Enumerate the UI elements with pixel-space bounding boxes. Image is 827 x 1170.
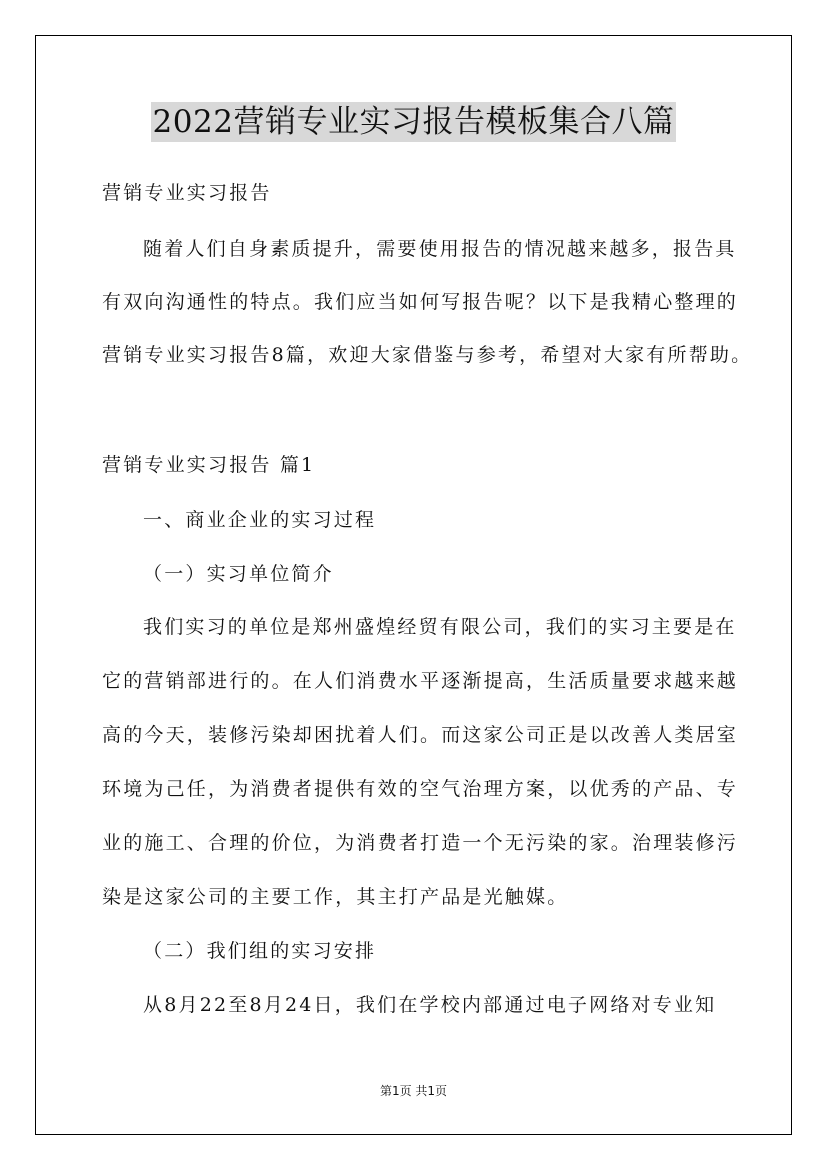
paragraph-1-line-5: 业的施工、合理的价位，为消费者打造一个无污染的家。治理装修污 <box>102 832 739 854</box>
paragraph-1-line-4: 环境为己任，为消费者提供有效的空气治理方案，以优秀的产品、专 <box>102 778 739 800</box>
sub-heading-1: （一）实习单位简介 <box>143 563 334 585</box>
paragraph-1-line-2: 它的营销部进行的。在人们消费水平逐渐提高，生活质量要求越来越 <box>102 670 739 692</box>
paragraph-2-line-1: 从8月22至8月24日，我们在学校内部通过电子网络对专业知 <box>143 994 717 1016</box>
paragraph-1-line-3: 高的今天，装修污染却困扰着人们。而这家公司正是以改善人类居室 <box>102 724 739 746</box>
part-heading: 一、商业企业的实习过程 <box>143 509 377 531</box>
subtitle: 营销专业实习报告 <box>102 182 272 204</box>
sub-heading-2: （二）我们组的实习安排 <box>143 940 377 962</box>
paragraph-1-line-6: 染是这家公司的主要工作，其主打产品是光触媒。 <box>102 886 569 908</box>
intro-line-3: 营销专业实习报告8篇，欢迎大家借鉴与参考，希望对大家有所帮助。 <box>102 344 753 366</box>
document-title <box>0 100 827 144</box>
section-heading: 营销专业实习报告 篇1 <box>102 454 316 476</box>
title-text: 2022营销专业实习报告模板集合八篇 <box>152 104 675 140</box>
page-number-footer: 第1页 共1页 <box>379 1084 448 1098</box>
intro-line-1: 随着人们自身素质提升，需要使用报告的情况越来越多，报告具 <box>143 238 737 260</box>
paragraph-1-line-1: 我们实习的单位是郑州盛煌经贸有限公司，我们的实习主要是在 <box>143 616 737 638</box>
intro-line-2: 有双向沟通性的特点。我们应当如何写报告呢？以下是我精心整理的 <box>102 291 739 313</box>
